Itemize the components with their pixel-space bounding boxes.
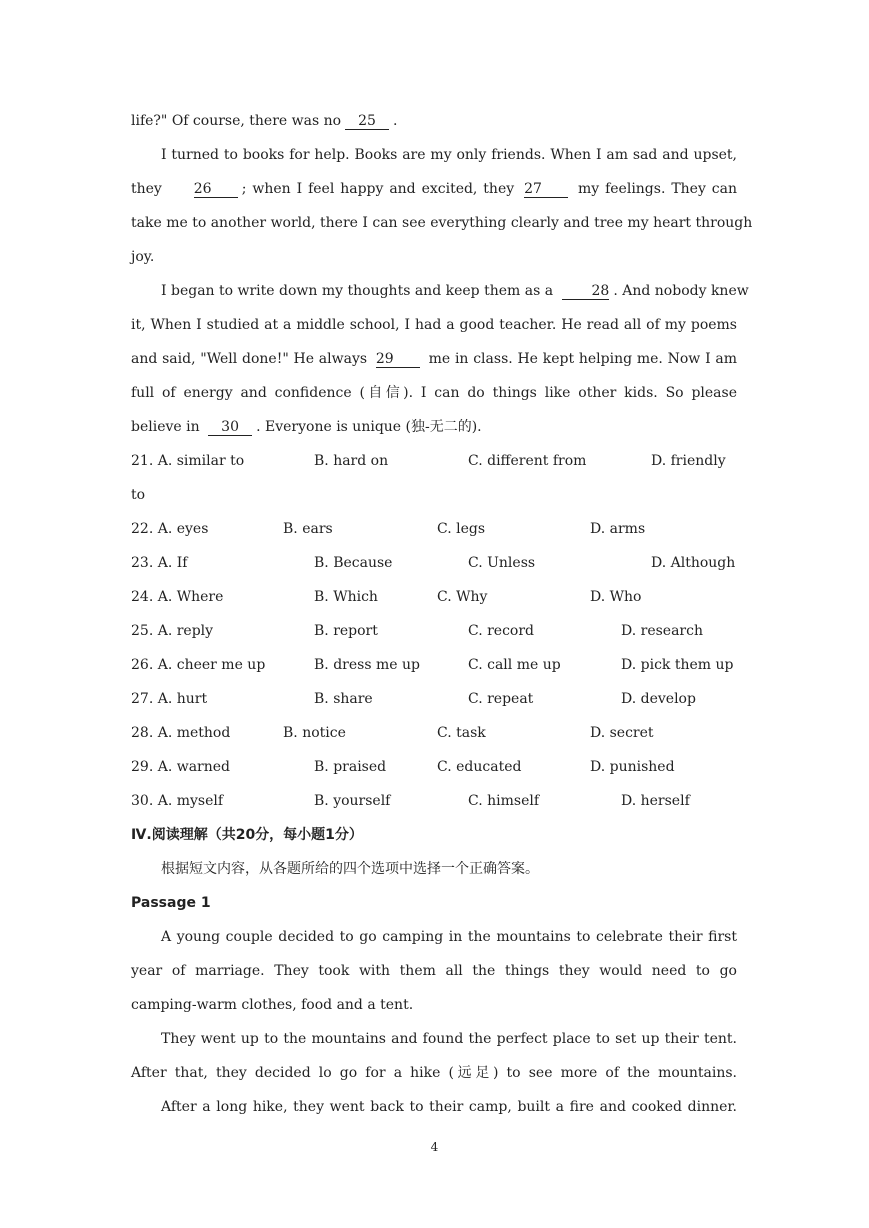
text: ; when I feel happy and excited, they: [241, 181, 515, 197]
option-b: B. share: [314, 691, 373, 707]
option-b: B. yourself: [314, 793, 391, 809]
option-a: 30. A. myself: [131, 793, 224, 809]
text-line: joy.: [131, 249, 155, 265]
option-d: D. friendly: [651, 453, 726, 469]
option-row-22: [131, 512, 737, 546]
text: . And nobody knew: [613, 283, 749, 299]
option-b: B. ears: [283, 521, 333, 537]
text: .: [393, 113, 398, 129]
text: I began to write down my thoughts and keep them as a: [161, 283, 554, 299]
option-row-24: [131, 580, 737, 614]
text: me in class. He kept helping me. Now I am: [428, 351, 737, 367]
option-a: 23. A. If: [131, 555, 188, 571]
document-page: [131, 104, 753, 1124]
option-b: B. report: [314, 623, 378, 639]
text-line: to: [131, 487, 146, 503]
text-line: full of energy and confidence (自信). I can do things like other kids. So please: [131, 385, 737, 401]
text-line: After a long hike, they went back to their camp, built a fire and cooked dinner.: [161, 1099, 737, 1115]
option-b: B. hard on: [314, 453, 389, 469]
option-c: C. Unless: [468, 555, 536, 571]
option-a: 22. A. eyes: [131, 521, 209, 537]
option-d: D. develop: [621, 691, 696, 707]
option-a: 29. A. warned: [131, 759, 231, 775]
blank-30: 30: [208, 419, 252, 436]
option-b: B. Because: [314, 555, 393, 571]
option-c: C. call me up: [468, 657, 561, 673]
option-d: D. punished: [590, 759, 675, 775]
option-c: C. himself: [468, 793, 540, 809]
option-row-28: [131, 716, 737, 750]
option-b: B. notice: [283, 725, 346, 741]
text-line: A young couple decided to go camping in the mountains to celebrate their first: [161, 929, 737, 945]
option-c: C. Why: [437, 589, 488, 605]
option-b: B. dress me up: [314, 657, 420, 673]
option-a: 28. A. method: [131, 725, 231, 741]
option-a: 21. A. similar to: [131, 453, 245, 469]
option-row-21: [131, 444, 737, 478]
option-c: C. different from: [468, 453, 587, 469]
option-c: C. legs: [437, 521, 486, 537]
option-d: D. Although: [651, 555, 736, 571]
text: they: [131, 181, 162, 197]
text-line: camping-warm clothes, food and a tent.: [131, 997, 414, 1013]
text: believe in: [131, 419, 200, 435]
text-line: [131, 410, 737, 444]
text-line: After that, they decided lo go for a hike (远足) to see more of the mountains.: [131, 1065, 737, 1081]
text: life?" Of course, there was no: [131, 113, 342, 129]
text-line: take me to another world, there I can see everything clearly and tree my heart through: [131, 215, 753, 231]
text-line: [131, 274, 749, 308]
text: . Everyone is unique (独-无二的).: [256, 419, 482, 435]
option-a: 27. A. hurt: [131, 691, 208, 707]
passage-title: Passage 1: [131, 895, 211, 911]
option-c: C. task: [437, 725, 486, 741]
blank-25: 25: [345, 113, 389, 130]
option-a: 25. A. reply: [131, 623, 214, 639]
option-a: 24. A. Where: [131, 589, 224, 605]
option-d: D. secret: [590, 725, 654, 741]
option-c: C. educated: [437, 759, 522, 775]
option-c: C. repeat: [468, 691, 534, 707]
text: my feelings. They can: [577, 181, 737, 197]
section-heading: Ⅳ.阅读理解（共20分，每小题1分）: [131, 827, 363, 843]
blank-27: 27: [524, 181, 568, 198]
option-d: D. Who: [590, 589, 642, 605]
text-line: year of marriage. They took with them all the things they would need to go: [131, 963, 737, 979]
text-line: [131, 342, 737, 376]
text-line: it, When I studied at a middle school, I had a good teacher. He read all of my poems: [131, 317, 737, 333]
text: and said, "Well done!" He always: [131, 351, 368, 367]
blank-26: 26: [194, 181, 238, 198]
option-a: 26. A. cheer me up: [131, 657, 266, 673]
option-row-25: [131, 614, 737, 648]
option-d: D. arms: [590, 521, 646, 537]
option-row-29: [131, 750, 737, 784]
option-row-23: [131, 546, 737, 580]
text-line: They went up to the mountains and found the perfect place to set up their tent.: [161, 1031, 737, 1047]
option-b: B. praised: [314, 759, 387, 775]
page-number: 4: [430, 1140, 439, 1154]
option-row-26: [131, 648, 737, 682]
section-instruction: 根据短文内容，从各题所给的四个选项中选择一个正确答案。: [161, 861, 539, 877]
blank-29: 29: [376, 351, 420, 368]
option-d: D. herself: [621, 793, 690, 809]
option-row-27: [131, 682, 737, 716]
option-d: D. research: [621, 623, 703, 639]
option-d: D. pick them up: [621, 657, 734, 673]
option-c: C. record: [468, 623, 535, 639]
option-b: B. Which: [314, 589, 378, 605]
option-row-30: [131, 784, 737, 818]
text-line: I turned to books for help. Books are my only friends. When I am sad and upset,: [161, 147, 737, 163]
blank-28: 28: [562, 283, 610, 300]
text-line: [131, 104, 737, 138]
text-line: [131, 172, 737, 206]
